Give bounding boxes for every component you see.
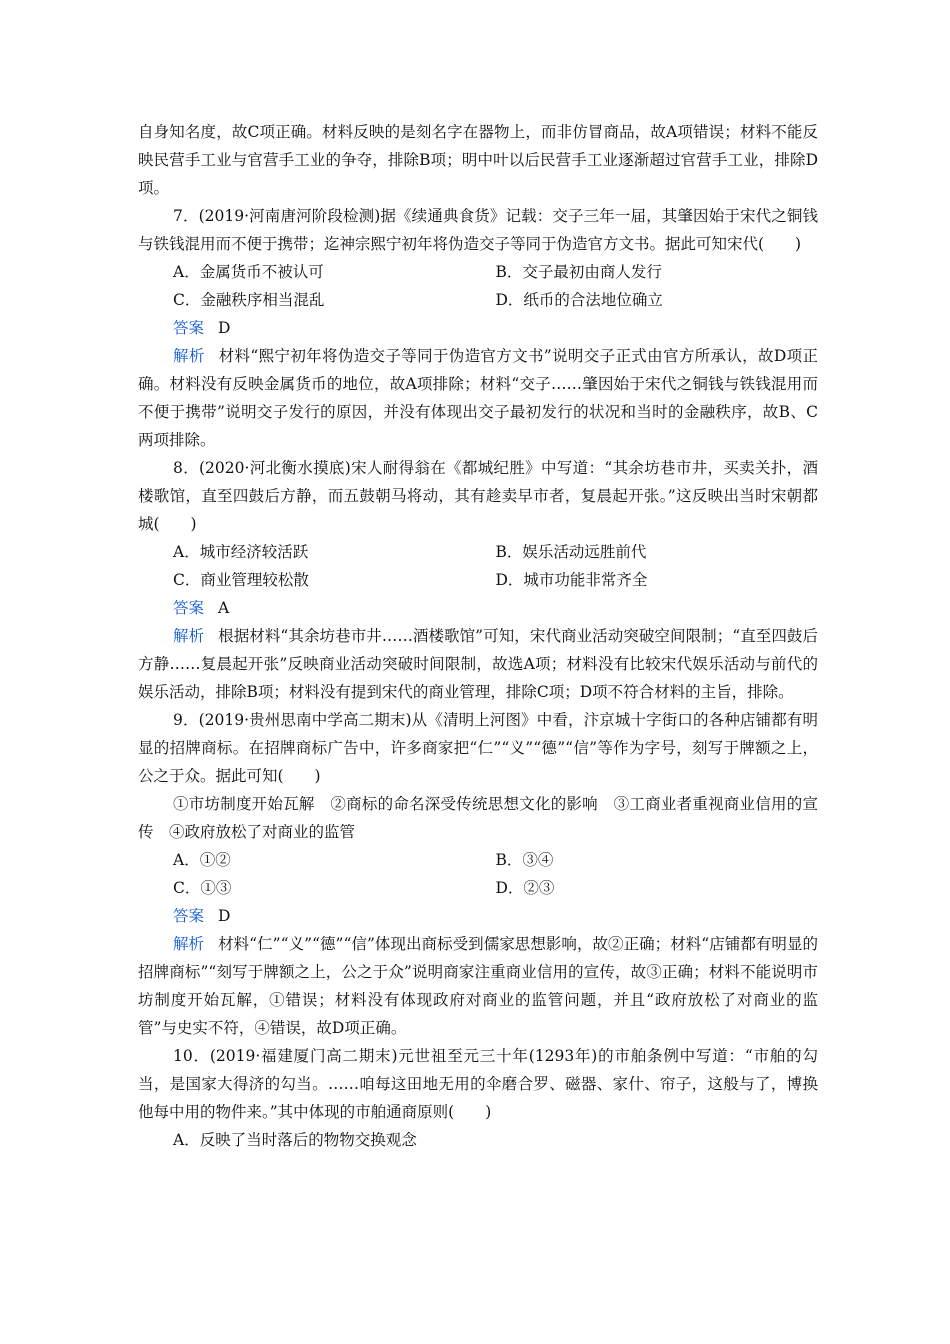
- answer-label: 答案: [173, 319, 205, 337]
- option-row: [138, 538, 818, 566]
- answer-value: D: [218, 319, 231, 337]
- analysis-paragraph: [138, 622, 818, 706]
- question-8: [138, 454, 818, 706]
- question-stem: 10．(2019·福建厦门高二期末)元世祖至元三十年(1293年)的市舶条例中写道：“市舶的勾当，是国家大得济的勾当。……咱每这田地无用的伞磨合罗、磁器、家什、帘子，这般与了，博换他每中用的物件来。”其中体现的市舶通商原则( ): [138, 1047, 818, 1121]
- option-d: D．纸币的合法地位确立: [495, 291, 663, 309]
- option-row: [138, 846, 818, 874]
- question-stem: 7．(2019·河南唐河阶段检测)据《续通典食货》记载：交子三年一届，其肇因始于宋代之铜钱与铁钱混用而不便于携带；迄神宗熙宁初年将伪造交子等同于伪造官方文书。据此可知宋代( ): [138, 207, 818, 253]
- question-10: [138, 1042, 818, 1154]
- answer-value: A: [218, 599, 230, 617]
- question-stem: 9．(2019·贵州思南中学高二期末)从《清明上河图》中看，汴京城十字街口的各种店铺都有明显的招牌商标。在招牌商标广告中，许多商家把“仁”“义”“德”“信”等作为字号，刻写于牌额之上，公之于众。据此可知( ): [138, 711, 818, 785]
- option-c: C．金融秩序相当混乱: [173, 291, 325, 309]
- document-page: [138, 118, 818, 1154]
- analysis-label: 解析: [173, 935, 205, 953]
- option-c: C．商业管理较松散: [173, 571, 309, 589]
- q6-analysis-tail: 自身知名度，故C项正确。材料反映的是刻名字在器物上，而非仿冒商品，故A项错误；材料不能反映民营手工业与官营手工业的争夺，排除B项；明中叶以后民营手工业逐渐超过官营手工业，排除D项。: [138, 123, 818, 197]
- question-stem: 8．(2020·河北衡水摸底)宋人耐得翁在《都城纪胜》中写道：“其余坊巷市井，买卖关扑，酒楼歌馆，直至四鼓后方静，而五鼓朝马将动，其有趁卖早市者，复晨起开张。”这反映出当时宋朝都城( ): [138, 459, 818, 533]
- answer-label: 答案: [173, 907, 205, 925]
- option-b: B．交子最初由商人发行: [495, 263, 662, 281]
- answer-line: [138, 594, 818, 622]
- analysis-label: 解析: [173, 347, 205, 365]
- answer-value: D: [218, 907, 231, 925]
- answer-line: [138, 902, 818, 930]
- option-a: A．金属货币不被认可: [173, 263, 324, 281]
- question-items: ①市坊制度开始瓦解 ②商标的命名深受传统思想文化的影响 ③工商业者重视商业信用的宣传 ④政府放松了对商业的监管: [138, 795, 818, 841]
- option-row: [138, 874, 818, 902]
- option-b: B．娱乐活动远胜前代: [495, 543, 647, 561]
- option-a: A．①②: [173, 851, 231, 869]
- option-row: [138, 286, 818, 314]
- option-d: D．②③: [495, 879, 555, 897]
- option-b: B．③④: [495, 851, 554, 869]
- question-9: [138, 706, 818, 1042]
- analysis-paragraph: [138, 342, 818, 454]
- analysis-text: 材料“熙宁初年将伪造交子等同于伪造官方文书”说明交子正式由官方所承认，故D项正确。材料没有反映金属货币的地位，故A项排除；材料“交子……肇因始于宋代之铜钱与铁钱混用而不便于携带”说明交子发行的原因，并没有体现出交子最初发行的状况和当时的金融秩序，故B、C两项排除。: [138, 347, 818, 449]
- analysis-paragraph: [138, 930, 818, 1042]
- analysis-label: 解析: [173, 627, 205, 645]
- answer-label: 答案: [173, 599, 205, 617]
- option-d: D．城市功能非常齐全: [495, 571, 648, 589]
- question-7: [138, 202, 818, 454]
- analysis-text: 材料“仁”“义”“德”“信”体现出商标受到儒家思想影响，故②正确；材料“店铺都有明显的招牌商标”“刻写于牌额之上，公之于众”说明商家注重商业信用的宣传，故③正确；材料不能说明市坊制度开始瓦解，①错误；材料没有体现政府对商业的监管问题，并且“政府放松了对商业的监管”与史实不符，④错误，故D项正确。: [138, 935, 818, 1037]
- option-row: [138, 566, 818, 594]
- option-a: A．反映了当时落后的物物交换观念: [173, 1131, 417, 1149]
- answer-line: [138, 314, 818, 342]
- option-a: A．城市经济较活跃: [173, 543, 309, 561]
- option-c: C．①③: [173, 879, 232, 897]
- option-row: [138, 258, 818, 286]
- analysis-text: 根据材料“其余坊巷市井……酒楼歌馆”可知，宋代商业活动突破空间限制；“直至四鼓后方静……复晨起开张”反映商业活动突破时间限制，故选A项；材料没有比较宋代娱乐活动与前代的娱乐活动，排除B项；材料没有提到宋代的商业管理，排除C项；D项不符合材料的主旨，排除。: [138, 627, 818, 701]
